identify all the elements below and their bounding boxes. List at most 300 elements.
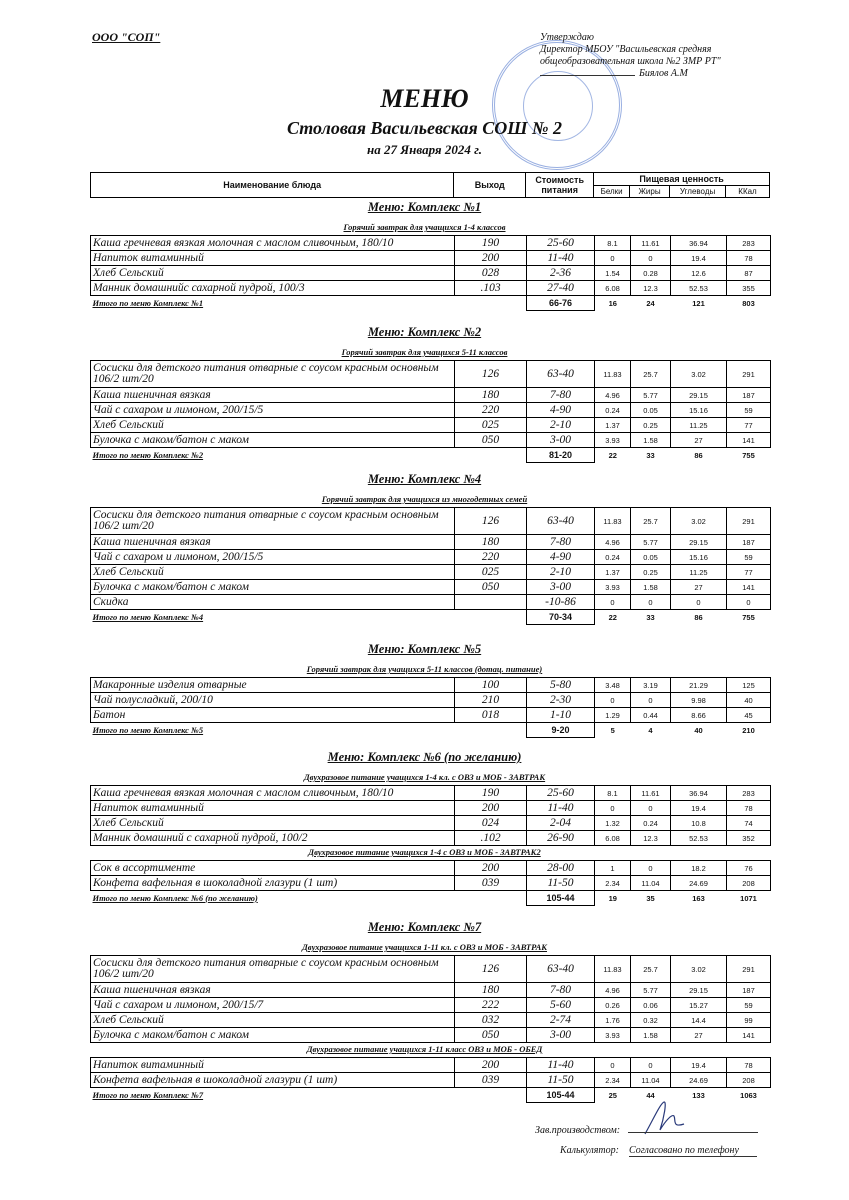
dish-name: Хлеб Сельский <box>91 418 455 433</box>
dish-proteins: 2.34 <box>595 876 631 891</box>
menu-table <box>90 1057 771 1103</box>
total-label: Итого по меню Комплекс №7 <box>92 1089 204 1100</box>
dish-carbs: 27 <box>671 580 727 595</box>
dish-price: 3-00 <box>527 1028 595 1043</box>
dish-name: Булочка с маком/батон с маком <box>91 433 455 448</box>
table-row <box>91 861 771 876</box>
total-row <box>91 296 771 311</box>
dish-fats: 12.3 <box>631 281 671 296</box>
dish-name: Чай полусладкий, 200/10 <box>91 693 455 708</box>
dish-carbs: 11.25 <box>671 418 727 433</box>
dish-name: Булочка с маком/батон с маком <box>91 580 455 595</box>
dish-output: 039 <box>455 1073 527 1088</box>
manager-label: Зав.производством: <box>535 1125 621 1136</box>
dish-price: 4-90 <box>527 550 595 565</box>
dish-name: Хлеб Сельский <box>91 266 455 281</box>
table-row <box>91 418 771 433</box>
dish-carbs: 27 <box>671 433 727 448</box>
dish-output: .103 <box>455 281 527 296</box>
dish-carbs: 24.69 <box>671 1073 727 1088</box>
dish-proteins: 6.08 <box>595 831 631 846</box>
table-row <box>91 403 771 418</box>
dish-carbs: 10.8 <box>671 816 727 831</box>
total-label: Итого по меню Комплекс №4 <box>92 611 204 622</box>
dish-kcal: 78 <box>727 251 771 266</box>
total-fats: 35 <box>646 893 655 903</box>
table-row <box>91 433 771 448</box>
total-row <box>91 723 771 738</box>
total-price: 105-44 <box>527 891 595 906</box>
dish-kcal: 77 <box>727 418 771 433</box>
dish-fats: 0 <box>631 861 671 876</box>
dish-fats: 0.24 <box>631 816 671 831</box>
dish-carbs: 21.29 <box>671 678 727 693</box>
dish-name: Чай с сахаром и лимоном, 200/15/5 <box>91 403 455 418</box>
dish-price: -10-86 <box>527 595 595 610</box>
dish-price: 4-90 <box>527 403 595 418</box>
menu-table <box>90 235 771 311</box>
dish-carbs: 14.4 <box>671 1013 727 1028</box>
dish-fats: 5.77 <box>631 983 671 998</box>
dish-fats: 12.3 <box>631 831 671 846</box>
dish-kcal: 87 <box>727 266 771 281</box>
dish-carbs: 52.53 <box>671 831 727 846</box>
menu-table <box>90 360 771 463</box>
table-row <box>91 983 771 998</box>
total-price: 81-20 <box>527 448 595 463</box>
dish-output <box>455 595 527 610</box>
dish-price: 63-40 <box>527 508 595 535</box>
dish-fats: 11.61 <box>631 786 671 801</box>
dish-fats: 0 <box>631 251 671 266</box>
dish-output: 190 <box>455 236 527 251</box>
dish-output: 028 <box>455 266 527 281</box>
dish-kcal: 45 <box>727 708 771 723</box>
dish-carbs: 11.25 <box>671 565 727 580</box>
dish-name: Манник домашний с сахарной пудрой, 100/2 <box>91 831 455 846</box>
total-fats: 24 <box>646 298 655 308</box>
total-kcal: 755 <box>742 450 755 460</box>
table-row <box>91 535 771 550</box>
dish-carbs: 18.2 <box>671 861 727 876</box>
dish-fats: 0.25 <box>631 565 671 580</box>
section-title: Меню: Комплекс №4 <box>367 472 482 486</box>
total-row <box>91 610 771 625</box>
dish-price: 11-40 <box>527 801 595 816</box>
dish-carbs: 24.69 <box>671 876 727 891</box>
dish-name: Сосиски для детского питания отварные с соусом красным основным 106/2 шт/20 <box>91 508 455 535</box>
approval-line2: Директор МБОУ "Васильевская средняя <box>540 44 712 55</box>
dish-name: Батон <box>91 708 455 723</box>
dish-name: Чай с сахаром и лимоном, 200/15/7 <box>91 998 455 1013</box>
dish-output: 126 <box>455 361 527 388</box>
approval-line3: общеобразовательная школа №2 ЗМР РТ" <box>540 56 721 67</box>
dish-name: Каша гречневая вязкая молочная с маслом сливочным, 180/10 <box>91 786 455 801</box>
total-proteins: 22 <box>608 450 617 460</box>
dish-price: 5-80 <box>527 678 595 693</box>
dish-name: Скидка <box>91 595 455 610</box>
dish-proteins: 11.83 <box>595 956 631 983</box>
dish-kcal: 187 <box>727 535 771 550</box>
dish-price: 28-00 <box>527 861 595 876</box>
dish-output: 220 <box>455 550 527 565</box>
dish-name: Хлеб Сельский <box>91 816 455 831</box>
menu-date: на 27 Января 2024 г. <box>366 142 482 157</box>
dish-carbs: 29.15 <box>671 388 727 403</box>
approval-signature-row <box>540 68 780 80</box>
dish-proteins: 0 <box>595 693 631 708</box>
dish-output: 126 <box>455 508 527 535</box>
dish-price: 2-10 <box>527 418 595 433</box>
dish-output: 025 <box>455 565 527 580</box>
dish-name: Сок в ассортименте <box>91 861 455 876</box>
dish-proteins: 11.83 <box>595 361 631 388</box>
dish-kcal: 187 <box>727 388 771 403</box>
dish-output: 126 <box>455 956 527 983</box>
table-row <box>91 831 771 846</box>
dish-proteins: 3.93 <box>595 1028 631 1043</box>
dish-carbs: 27 <box>671 1028 727 1043</box>
dish-kcal: 208 <box>727 876 771 891</box>
dish-proteins: 3.93 <box>595 433 631 448</box>
table-row <box>91 281 771 296</box>
group-subtitle: Горячий завтрак для учащихся 1-4 классов <box>343 222 506 232</box>
total-row <box>91 891 771 906</box>
table-row <box>91 708 771 723</box>
dish-carbs: 36.94 <box>671 786 727 801</box>
total-proteins: 25 <box>608 1090 617 1100</box>
total-kcal: 755 <box>742 612 755 622</box>
total-carbs: 40 <box>694 725 703 735</box>
menu-table <box>90 955 771 1043</box>
dish-carbs: 19.4 <box>671 251 727 266</box>
dish-output: 180 <box>455 388 527 403</box>
dish-output: 222 <box>455 998 527 1013</box>
total-kcal: 210 <box>742 725 755 735</box>
table-row <box>91 550 771 565</box>
dish-carbs: 52.53 <box>671 281 727 296</box>
dish-kcal: 283 <box>727 786 771 801</box>
dish-kcal: 59 <box>727 998 771 1013</box>
dish-kcal: 78 <box>727 801 771 816</box>
dish-output: 039 <box>455 876 527 891</box>
table-row <box>91 388 771 403</box>
dish-carbs: 29.15 <box>671 535 727 550</box>
header-kcal: ККал <box>726 186 770 198</box>
dish-fats: 5.77 <box>631 388 671 403</box>
table-row <box>91 236 771 251</box>
dish-fats: 0.32 <box>631 1013 671 1028</box>
dish-carbs: 36.94 <box>671 236 727 251</box>
table-row <box>91 876 771 891</box>
section-title: Меню: Комплекс №1 <box>367 200 482 214</box>
group-subtitle: Двухразовое питание учащихся 1-11 класс ОВЗ и МОБ - ОБЕД <box>306 1044 543 1054</box>
dish-price: 2-36 <box>527 266 595 281</box>
dish-fats: 0.05 <box>631 550 671 565</box>
dish-name: Хлеб Сельский <box>91 565 455 580</box>
table-row <box>91 508 771 535</box>
dish-kcal: 187 <box>727 983 771 998</box>
dish-fats: 0 <box>631 1058 671 1073</box>
dish-price: 2-30 <box>527 693 595 708</box>
dish-price: 11-40 <box>527 1058 595 1073</box>
dish-output: 050 <box>455 1028 527 1043</box>
dish-fats: 5.77 <box>631 535 671 550</box>
dish-output: 200 <box>455 251 527 266</box>
table-row <box>91 956 771 983</box>
header-output: Выход <box>454 173 526 198</box>
dish-output: 032 <box>455 1013 527 1028</box>
group-subtitle: Горячий завтрак для учащихся из многодетных семей <box>321 494 528 504</box>
menu-table <box>90 507 771 625</box>
group-subtitle: Горячий завтрак для учащихся 5-11 классов <box>341 347 508 357</box>
dish-proteins: 0 <box>595 251 631 266</box>
total-kcal: 1063 <box>740 1090 757 1100</box>
dish-kcal: 208 <box>727 1073 771 1088</box>
calc-value: Согласовано по телефону <box>629 1145 757 1157</box>
dish-price: 5-60 <box>527 998 595 1013</box>
dish-carbs: 15.16 <box>671 403 727 418</box>
dish-fats: 0.05 <box>631 403 671 418</box>
dish-price: 7-80 <box>527 535 595 550</box>
section-title: Меню: Комплекс №2 <box>367 325 482 339</box>
dish-name: Конфета вафельная в шоколадной глазури (1 шт) <box>91 876 455 891</box>
manager-row <box>535 1125 758 1136</box>
dish-name: Напиток витаминный <box>91 801 455 816</box>
dish-kcal: 77 <box>727 565 771 580</box>
dish-output: 200 <box>455 1058 527 1073</box>
dish-kcal: 40 <box>727 693 771 708</box>
table-row <box>91 816 771 831</box>
dish-name: Макаронные изделия отварные <box>91 678 455 693</box>
dish-kcal: 141 <box>727 580 771 595</box>
header-nutrition: Пищевая ценность <box>594 173 770 186</box>
dish-output: 210 <box>455 693 527 708</box>
dish-proteins: 0.26 <box>595 998 631 1013</box>
total-fats: 4 <box>648 725 653 735</box>
page-title: МЕНЮ <box>380 84 469 113</box>
menu-table <box>90 677 771 738</box>
dish-name: Чай с сахаром и лимоном, 200/15/5 <box>91 550 455 565</box>
dish-proteins: 0 <box>595 801 631 816</box>
dish-price: 27-40 <box>527 281 595 296</box>
dish-carbs: 3.02 <box>671 956 727 983</box>
group-subtitle: Двухразовое питание учащихся 1-11 кл. с ОВЗ и МОБ - ЗАВТРАК <box>301 942 548 952</box>
dish-fats: 1.58 <box>631 433 671 448</box>
dish-fats: 0 <box>631 595 671 610</box>
dish-carbs: 0 <box>671 595 727 610</box>
total-carbs: 163 <box>692 893 705 903</box>
dish-output: 100 <box>455 678 527 693</box>
menu-table <box>90 785 771 846</box>
dish-kcal: 99 <box>727 1013 771 1028</box>
total-kcal: 1071 <box>740 893 757 903</box>
dish-proteins: 1.37 <box>595 418 631 433</box>
calc-label: Калькулятор: <box>560 1145 619 1156</box>
total-proteins: 5 <box>610 725 615 735</box>
dish-output: 180 <box>455 983 527 998</box>
dish-name: Каша гречневая вязкая молочная с маслом сливочным, 180/10 <box>91 236 455 251</box>
dish-carbs: 8.66 <box>671 708 727 723</box>
dish-kcal: 141 <box>727 433 771 448</box>
header-cost <box>526 173 594 198</box>
dish-proteins: 1.54 <box>595 266 631 281</box>
total-carbs: 86 <box>694 450 703 460</box>
total-label: Итого по меню Комплекс №1 <box>92 297 204 308</box>
total-row <box>91 448 771 463</box>
header-cost-line1: Стоимость <box>535 175 584 185</box>
dish-kcal: 291 <box>727 361 771 388</box>
total-label: Итого по меню Комплекс №5 <box>92 724 204 735</box>
dish-fats: 25.7 <box>631 508 671 535</box>
dish-kcal: 59 <box>727 550 771 565</box>
dish-name: Хлеб Сельский <box>91 1013 455 1028</box>
total-proteins: 16 <box>608 298 617 308</box>
dish-price: 3-00 <box>527 433 595 448</box>
dish-output: 050 <box>455 433 527 448</box>
dish-proteins: 0.24 <box>595 550 631 565</box>
section-title: Меню: Комплекс №6 (по желанию) <box>327 750 522 764</box>
total-carbs: 86 <box>694 612 703 622</box>
dish-name: Сосиски для детского питания отварные с соусом красным основным 106/2 шт/20 <box>91 361 455 388</box>
dish-kcal: 59 <box>727 403 771 418</box>
dish-proteins: 0 <box>595 595 631 610</box>
dish-proteins: 2.34 <box>595 1073 631 1088</box>
section-title: Меню: Комплекс №7 <box>367 920 482 934</box>
approval-line1: Утверждаю <box>540 32 594 43</box>
dish-output: 050 <box>455 580 527 595</box>
total-proteins: 19 <box>608 893 617 903</box>
dish-price: 7-80 <box>527 388 595 403</box>
dish-proteins: 1.32 <box>595 816 631 831</box>
dish-carbs: 15.16 <box>671 550 727 565</box>
dish-proteins: 0 <box>595 1058 631 1073</box>
dish-kcal: 125 <box>727 678 771 693</box>
dish-proteins: 3.93 <box>595 580 631 595</box>
dish-proteins: 1 <box>595 861 631 876</box>
dish-name: Каша пшеничная вязкая <box>91 535 455 550</box>
dish-proteins: 4.96 <box>595 388 631 403</box>
dish-price: 2-04 <box>527 816 595 831</box>
page-subtitle: Столовая Васильевская СОШ № 2 <box>287 118 562 138</box>
dish-carbs: 12.6 <box>671 266 727 281</box>
dish-name: Конфета вафельная в шоколадной глазури (1 шт) <box>91 1073 455 1088</box>
dish-output: 220 <box>455 403 527 418</box>
dish-proteins: 6.08 <box>595 281 631 296</box>
dish-fats: 0 <box>631 693 671 708</box>
dish-output: 018 <box>455 708 527 723</box>
table-row <box>91 580 771 595</box>
dish-output: 200 <box>455 861 527 876</box>
table-row <box>91 1058 771 1073</box>
header-dish: Наименование блюда <box>91 173 454 198</box>
table-row <box>91 1073 771 1088</box>
dish-name: Булочка с маком/батон с маком <box>91 1028 455 1043</box>
director-name: Биялов А.М <box>639 68 688 79</box>
dish-carbs: 3.02 <box>671 361 727 388</box>
dish-output: 024 <box>455 816 527 831</box>
dish-kcal: 291 <box>727 956 771 983</box>
dish-price: 2-10 <box>527 565 595 580</box>
dish-output: .102 <box>455 831 527 846</box>
group-subtitle: Двухразовое питание учащихся 1-4 кл. с ОВЗ и МОБ - ЗАВТРАК <box>303 772 546 782</box>
table-row <box>91 1013 771 1028</box>
calc-row <box>560 1145 757 1157</box>
menu-table <box>90 860 771 906</box>
dish-name: Сосиски для детского питания отварные с соусом красным основным 106/2 шт/20 <box>91 956 455 983</box>
table-row <box>91 595 771 610</box>
total-fats: 33 <box>646 612 655 622</box>
total-carbs: 133 <box>692 1090 705 1100</box>
dish-price: 63-40 <box>527 361 595 388</box>
total-price: 9-20 <box>527 723 595 738</box>
dish-name: Каша пшеничная вязкая <box>91 388 455 403</box>
table-row <box>91 251 771 266</box>
header-proteins: Белки <box>594 186 630 198</box>
dish-carbs: 29.15 <box>671 983 727 998</box>
dish-proteins: 1.76 <box>595 1013 631 1028</box>
dish-fats: 0.25 <box>631 418 671 433</box>
dish-fats: 11.04 <box>631 1073 671 1088</box>
total-label: Итого по меню Комплекс №6 (по желанию) <box>92 892 258 903</box>
dish-fats: 0.28 <box>631 266 671 281</box>
dish-output: 025 <box>455 418 527 433</box>
table-row <box>91 998 771 1013</box>
dish-proteins: 8.1 <box>595 236 631 251</box>
dish-kcal: 283 <box>727 236 771 251</box>
total-price: 66-76 <box>527 296 595 311</box>
dish-price: 26-90 <box>527 831 595 846</box>
dish-kcal: 76 <box>727 861 771 876</box>
group-subtitle: Двухразовое питание учащихся 1-4 с ОВЗ и МОБ - ЗАВТРАК2 <box>308 847 541 857</box>
dish-price: 25-60 <box>527 786 595 801</box>
table-row <box>91 565 771 580</box>
dish-price: 2-74 <box>527 1013 595 1028</box>
dish-fats: 11.04 <box>631 876 671 891</box>
dish-name: Каша пшеничная вязкая <box>91 983 455 998</box>
table-row <box>91 786 771 801</box>
dish-fats: 25.7 <box>631 361 671 388</box>
dish-price: 1-10 <box>527 708 595 723</box>
dish-fats: 3.19 <box>631 678 671 693</box>
table-row <box>91 1028 771 1043</box>
header-fats: Жиры <box>630 186 670 198</box>
organization-name: ООО "СОП" <box>92 30 161 44</box>
dish-name: Напиток витаминный <box>91 1058 455 1073</box>
dish-fats: 0.44 <box>631 708 671 723</box>
total-price: 70-34 <box>527 610 595 625</box>
dish-kcal: 352 <box>727 831 771 846</box>
dish-carbs: 19.4 <box>671 1058 727 1073</box>
dish-proteins: 4.96 <box>595 535 631 550</box>
total-fats: 44 <box>646 1090 655 1100</box>
total-label: Итого по меню Комплекс №2 <box>92 449 204 460</box>
dish-price: 7-80 <box>527 983 595 998</box>
dish-name: Напиток витаминный <box>91 251 455 266</box>
table-header <box>90 172 770 198</box>
total-kcal: 803 <box>742 298 755 308</box>
dish-price: 25-60 <box>527 236 595 251</box>
dish-kcal: 291 <box>727 508 771 535</box>
dish-fats: 25.7 <box>631 956 671 983</box>
header-carbs: Углеводы <box>670 186 726 198</box>
dish-kcal: 355 <box>727 281 771 296</box>
dish-price: 63-40 <box>527 956 595 983</box>
dish-kcal: 78 <box>727 1058 771 1073</box>
header-cost-line2: питания <box>541 185 578 195</box>
dish-carbs: 9.98 <box>671 693 727 708</box>
dish-proteins: 1.37 <box>595 565 631 580</box>
